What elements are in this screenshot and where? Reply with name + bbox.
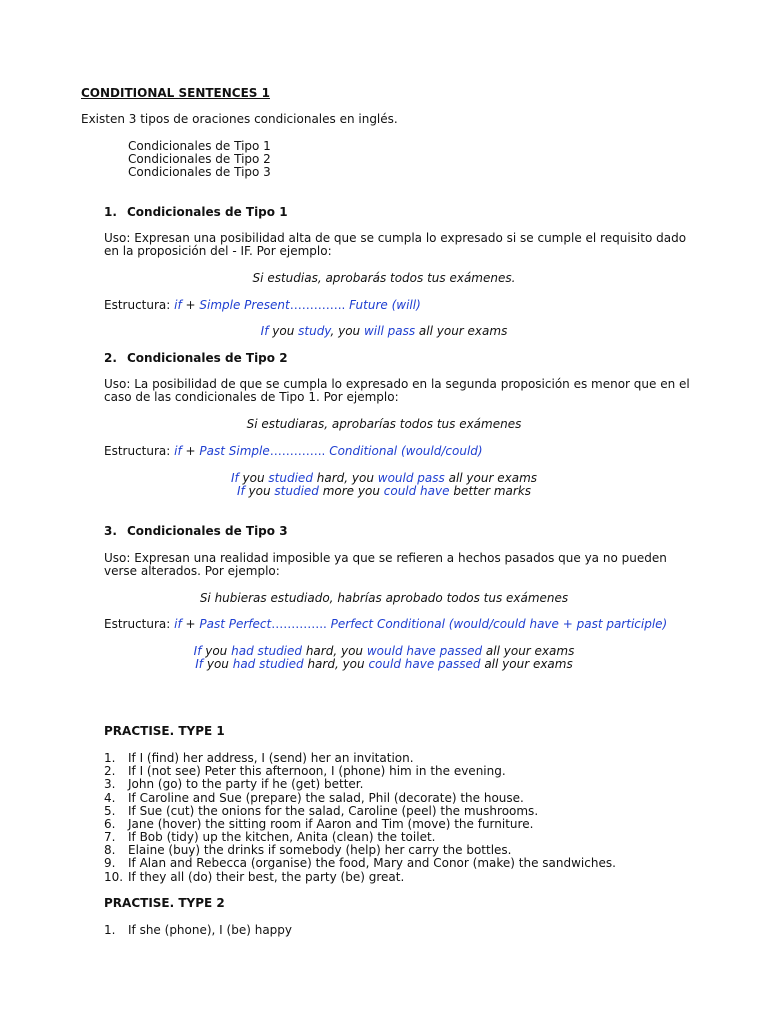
intro-text: Existen 3 tipos de oraciones condicionales en inglés. [81,112,398,126]
estructura-line [104,618,667,631]
estructura-label: Estructura: [104,444,175,458]
example-english [0,658,768,671]
example-part: will pass [363,324,416,338]
exercise-text: Elaine (buy) the drinks if somebody (help) her carry the bottles. [128,843,512,857]
uso-text: en la proposición del - IF. Por ejemplo: [104,244,332,258]
exercise-number: 8. [104,843,116,857]
example-part: you [201,644,232,658]
example-english [0,325,768,338]
dots: ………….. [271,617,327,631]
example-part: all your exams [480,657,573,671]
example-part: could have passed [368,657,481,671]
exercise-text: If they all (do) their best, the party (be) great. [128,870,405,884]
example-part: could have [383,484,450,498]
clause-if: Simple Present [199,298,290,312]
example-spanish: Si estudias, aprobarás todos tus exámenes. [252,271,516,285]
clause-main: Perfect Conditional (would/could have + past participle) [326,617,668,631]
exercise-text: John (go) to the party if he (get) better. [128,777,364,791]
plus-sign: + [181,444,200,458]
example-part: better marks [449,484,532,498]
example-part: If [236,484,245,498]
example-part: you [268,324,299,338]
exercise-number: 10. [104,870,124,884]
example-part: studied [274,484,319,498]
plus-sign: + [181,617,200,631]
example-part: If [195,657,204,671]
example-spanish: Si estudiaras, aprobarías todos tus exámenes [246,417,522,431]
uso-text: Uso: La posibilidad de que se cumpla lo expresado en la segunda proposición es menor que en el [104,377,690,391]
if-keyword: if [174,444,182,458]
section-heading [104,525,288,538]
section-title: Condicionales de Tipo 2 [127,351,288,365]
exercise-number: 7. [104,830,116,844]
exercise-number: 6. [104,817,116,831]
section-heading [104,206,288,219]
example-part: more you [318,484,384,498]
exercise-number: 1. [104,751,116,765]
plus-sign: + [181,298,200,312]
section-number: 3. [104,524,117,538]
exercise-number: 4. [104,791,116,805]
dots: ………….. [289,298,346,312]
if-keyword: if [174,617,182,631]
example-part: had studied [232,657,304,671]
exercise-text: If Sue (cut) the onions for the salad, Caroline (peel) the mushrooms. [128,804,539,818]
types-list-item: Condicionales de Tipo 2 [128,152,271,166]
example-part: all your exams [444,471,538,485]
example-part: , you [330,324,364,338]
section-title: Condicionales de Tipo 1 [127,205,288,219]
section-title: Condicionales de Tipo 3 [127,524,288,538]
section-heading [104,352,288,365]
example-part: you [203,657,233,671]
example-part: hard, you [312,471,378,485]
practise-heading: PRACTISE. TYPE 1 [104,724,225,738]
example-english [0,485,768,498]
example-part: studied [268,471,313,485]
example-part: If [260,324,269,338]
example-part: If [230,471,239,485]
estructura-line [104,445,483,458]
section-number: 1. [104,205,117,219]
if-keyword: if [174,298,182,312]
clause-if: Past Perfect [199,617,272,631]
types-list-item: Condicionales de Tipo 3 [128,165,271,179]
example-part: hard, you [303,657,369,671]
types-list-item: Condicionales de Tipo 1 [128,139,271,153]
estructura-label: Estructura: [104,298,175,312]
exercise-text: Jane (hover) the sitting room if Aaron and Tim (move) the furniture. [128,817,534,831]
example-part: all your exams [482,644,575,658]
example-part: hard, you [302,644,367,658]
exercise-text: If she (phone), I (be) happy [128,923,293,937]
clause-main: Conditional (would/could) [325,444,483,458]
exercise-number: 1. [104,923,116,937]
exercise-number: 3. [104,777,116,791]
estructura-line [104,299,421,312]
exercise-text: If Alan and Rebecca (organise) the food, Mary and Conor (make) the sandwiches. [128,856,616,870]
dots: ………….. [269,444,326,458]
example-part: would have passed [366,644,483,658]
example-part: had studied [231,644,303,658]
example-part: all your exams [415,324,508,338]
clause-main: Future (will) [345,298,421,312]
example-part: If [193,644,202,658]
estructura-label: Estructura: [104,617,175,631]
section-number: 2. [104,351,117,365]
exercise-number: 9. [104,856,116,870]
exercise-number: 2. [104,764,116,778]
uso-text: Uso: Expresan una posibilidad alta de que se cumpla lo expresado si se cumple el requisito dado [104,231,687,245]
uso-text: caso de las condicionales de Tipo 1. Por ejemplo: [104,390,399,404]
example-part: would pass [377,471,445,485]
exercise-number: 5. [104,804,116,818]
uso-text: Uso: Expresan una realidad imposible ya que se refieren a hechos pasados que ya no pueden [104,551,667,565]
exercise-text: If Caroline and Sue (prepare) the salad, Phil (decorate) the house. [128,791,524,805]
example-part: you [238,471,269,485]
example-spanish: Si hubieras estudiado, habrías aprobado todos tus exámenes [199,591,569,605]
page-title: CONDITIONAL SENTENCES 1 [81,86,270,100]
example-part: study [298,324,331,338]
example-part: you [244,484,275,498]
exercise-text: If I (not see) Peter this afternoon, I (phone) him in the evening. [128,764,506,778]
exercise-text: If Bob (tidy) up the kitchen, Anita (clean) the toilet. [128,830,436,844]
clause-if: Past Simple [199,444,270,458]
exercise-text: If I (find) her address, I (send) her an invitation. [128,751,414,765]
uso-text: verse alterados. Por ejemplo: [104,564,280,578]
practise-heading: PRACTISE. TYPE 2 [104,896,225,910]
